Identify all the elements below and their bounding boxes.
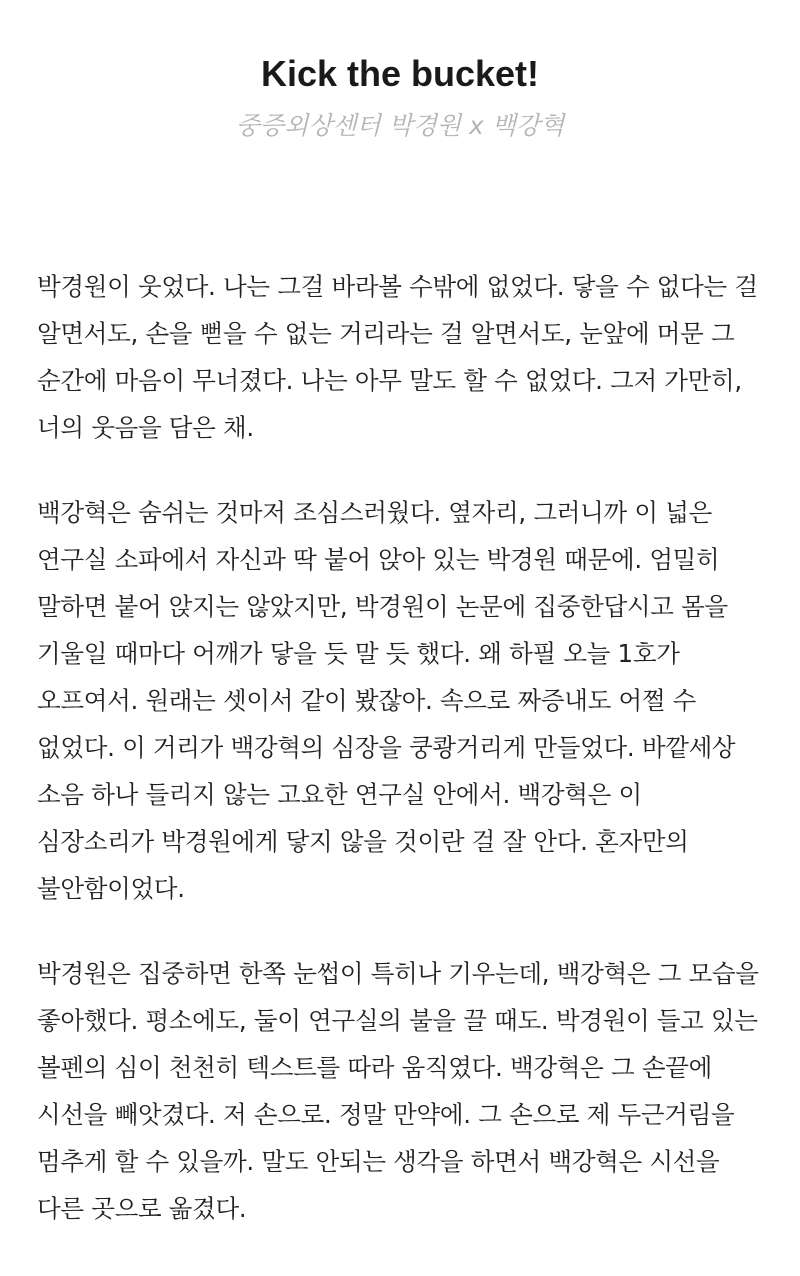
paragraph-2: 백강혁은 숨쉬는 것마저 조심스러웠다. 옆자리, 그러니까 이 넓은 연구실 소파에서 자신과 딱 붙어 앉아 있는 박경원 때문에. 엄밀히 말하면 붙어 앉지는 않았지만, 박경원이 논문에 집중한답시고 몸을 기울일 때마다 어깨가 닿을 듯 말 듯 했다. 왜 하필 오늘 1호가 오프여서. 원래는 셋이서 같이 봤잖아. 속으로 짜증내도 어쩔 수 없었다. 이 거리가 백강혁의 심장을 쿵쾅거리게 만들었다. 바깥세상 소음 하나 들리지 않는 고요한 연구실 안에서. 백강혁은 이 심장소리가 박경원에게 닿지 않을 것이란 걸 잘 안다. 혼자만의 불안함이었다. [37,498,736,903]
post-subtitle: 중증외상센터 박경원 x 백강혁 [235,111,565,140]
post-header [0,0,800,142]
post-body [37,263,765,1270]
post-title: Kick the bucket! [260,53,540,94]
paragraph-1: 박경원이 웃었다. 나는 그걸 바라볼 수밖에 없었다. 닿을 수 없다는 걸 알면서도, 손을 뻗을 수 없는 거리라는 걸 알면서도, 눈앞에 머문 그 순간에 마음이 무너졌다. 나는 아무 말도 할 수 없었다. 그저 가만히, 너의 웃음을 담은 채. [37,272,758,442]
paragraph-3: 박경원은 집중하면 한쪽 눈썹이 특히나 기우는데, 백강혁은 그 모습을 좋아했다. 평소에도, 둘이 연구실의 불을 끌 때도. 박경원이 들고 있는 볼펜의 심이 천천히 텍스트를 따라 움직였다. 백강혁은 그 손끝에 시선을 빼앗겼다. 저 손으로. 정말 만약에. 그 손으로 제 두근거림을 멈추게 할 수 있을까. 말도 안되는 생각을 하면서 백강혁은 시선을 다른 곳으로 옮겼다. [37,959,759,1223]
